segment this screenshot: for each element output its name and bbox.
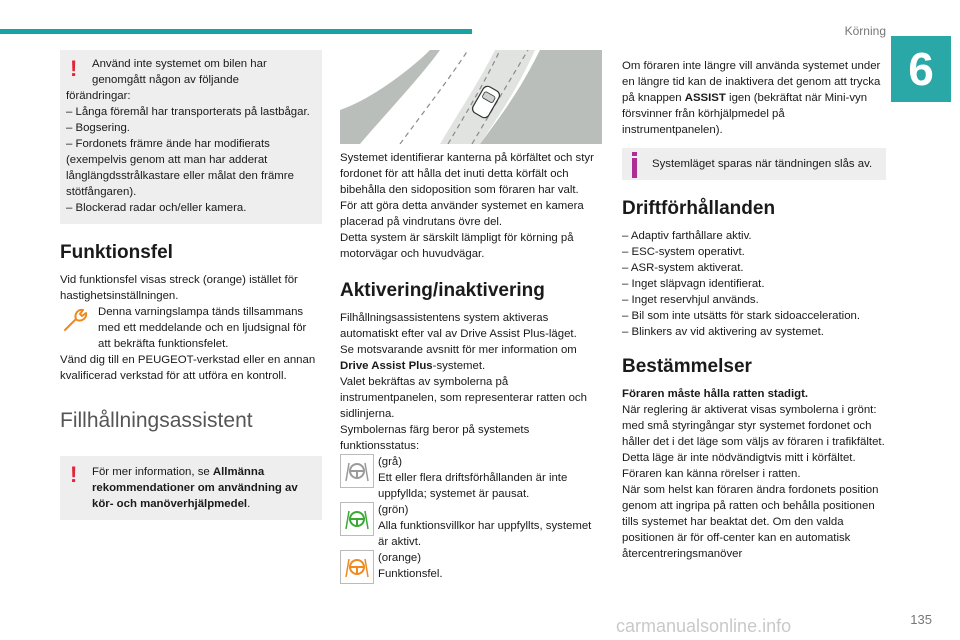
warning-text: Använd inte systemet om bilen har genomgått någon av följande bbox=[92, 58, 267, 86]
status-label: (grön) bbox=[378, 504, 409, 516]
info-icon bbox=[632, 152, 637, 156]
list-item: – Adaptiv farthållare aktiv. bbox=[622, 230, 752, 242]
steering-wheel-orange-icon bbox=[340, 550, 374, 584]
list-item: – Inget reservhjul används. bbox=[622, 294, 759, 306]
warning-list bbox=[66, 104, 316, 216]
status-text: Alla funktionsvillkor har uppfyllts, systemet är aktivt. bbox=[378, 520, 592, 548]
warning-icon: ! bbox=[70, 462, 78, 487]
chapter-number: 6 bbox=[891, 36, 951, 102]
header-accent-bar bbox=[0, 29, 472, 34]
list-item: – ESC-system operativt. bbox=[622, 246, 745, 258]
status-label: (grå) bbox=[378, 456, 403, 468]
conditions-list bbox=[622, 228, 886, 340]
paragraph: Detta system är särskilt lämpligt för körning på motorvägar och huvudvägar. bbox=[340, 232, 574, 260]
paragraph: När som helst kan föraren ändra fordonets position genom att ingripa på ratten och behålla positionen tills systemet har beaktat det. Om den valda positionen är för off-center kan en automatisk återcentreringsmanöver bbox=[622, 484, 879, 560]
chapter-heading: Fillhållningsassistent bbox=[60, 409, 253, 432]
list-item: – Långa föremål har transporterats på lastbågar. bbox=[66, 106, 310, 118]
list-item: – Inget släpvagn identifierat. bbox=[622, 278, 765, 290]
info-text: Systemläget sparas när tändningen slås av. bbox=[652, 158, 873, 170]
warning-lamp-paragraph bbox=[60, 304, 322, 352]
steering-wheel-gray-icon bbox=[340, 454, 374, 488]
paragraph: När reglering är aktiverat visas symbolerna i grönt: med små styringångar styr systemet fordonet och håller det i det läge som väljs av föraren i trafikfältet. Detta läge är inte nödvändigtvis mitt i körfältet. bbox=[622, 404, 885, 464]
list-item: – Bogsering. bbox=[66, 122, 130, 134]
status-text: Ett eller flera driftsförhållanden är inte uppfyllda; systemet är pausat. bbox=[378, 472, 568, 500]
list-item: – Fordonets främre ände har modifierats (exempelvis genom att man har adderat långlängdsstrålkastare eller målat den främre stötfångaren). bbox=[66, 138, 294, 198]
warning-icon: ! bbox=[70, 56, 78, 81]
warning-box bbox=[60, 50, 322, 224]
warning-text: För mer information, se Allmänna rekommendationer om användning av kör- och manöverhjälpmedel. bbox=[92, 466, 298, 510]
paragraph: Denna varningslampa tänds tillsammans med ett meddelande och en ljudsignal för att bekräfta funktionsfelet. bbox=[98, 306, 307, 350]
list-item: – Blockerad radar och/eller kamera. bbox=[66, 202, 247, 214]
section-heading: Bestämmelser bbox=[622, 356, 752, 377]
paragraph: Om föraren inte längre vill använda systemet under en längre tid kan de inaktivera det genom att trycka på knappen ASSIST igen (bekräftat när Mini-vyn försvinner från körhjälpmedel på instrumentpanelen). bbox=[622, 60, 881, 136]
steering-wheel-green-icon bbox=[340, 502, 374, 536]
warning-text-cont: förändringar: bbox=[66, 90, 131, 102]
status-green bbox=[340, 502, 604, 550]
paragraph: Vänd dig till en PEUGEOT-verkstad eller en annan kvalificerad verkstad för att utföra en kontroll. bbox=[60, 354, 316, 382]
section-heading: Driftförhållanden bbox=[622, 198, 776, 219]
paragraph: Föraren kan känna rörelser i ratten. bbox=[622, 468, 801, 480]
list-item: – Bil som inte utsätts för stark sidoacceleration. bbox=[622, 310, 861, 322]
paragraph: Filhållningsassistentens system aktiveras automatiskt efter val av Drive Assist Plus-läget. bbox=[340, 312, 577, 340]
paragraph: Systemet identifierar kanterna på körfältet och styr fordonet för att hålla det inuti detta körfält och bibehålla den sidoposition som föraren har valt. bbox=[340, 152, 594, 196]
column-2 bbox=[340, 50, 604, 584]
paragraph: Se motsvarande avsnitt för mer information om Drive Assist Plus-systemet. bbox=[340, 344, 577, 372]
list-item: – Blinkers av vid aktivering av systemet. bbox=[622, 326, 824, 338]
watermark: carmanualsonline.info bbox=[616, 616, 792, 636]
page-number: 135 bbox=[910, 612, 932, 627]
lane-keeping-illustration bbox=[340, 50, 602, 144]
column-3 bbox=[622, 58, 886, 562]
paragraph: Symbolernas färg beror på systemets funktionsstatus: bbox=[340, 424, 530, 452]
wrench-icon bbox=[60, 304, 92, 336]
paragraph: Vid funktionsfel visas streck (orange) istället för hastighetsinställningen. bbox=[60, 274, 298, 302]
warning-box bbox=[60, 456, 322, 520]
section-heading: Aktivering/inaktivering bbox=[340, 280, 545, 301]
column-1 bbox=[60, 50, 322, 520]
status-gray bbox=[340, 454, 604, 502]
paragraph: Valet bekräftas av symbolerna på instrumentpanelen, som representerar ratten och sidlinjerna. bbox=[340, 376, 587, 420]
list-item: – ASR-system aktiverat. bbox=[622, 262, 744, 274]
section-heading: Funktionsfel bbox=[60, 242, 173, 263]
paragraph-bold: Föraren måste hålla ratten stadigt. bbox=[622, 388, 809, 400]
status-label: (orange) bbox=[378, 552, 422, 564]
section-title: Körning bbox=[844, 24, 886, 38]
info-box bbox=[622, 148, 886, 180]
status-orange bbox=[340, 550, 604, 584]
paragraph: För att göra detta använder systemet en kamera placerad på vindrutans övre del. bbox=[340, 200, 584, 228]
status-text: Funktionsfel. bbox=[378, 568, 443, 580]
